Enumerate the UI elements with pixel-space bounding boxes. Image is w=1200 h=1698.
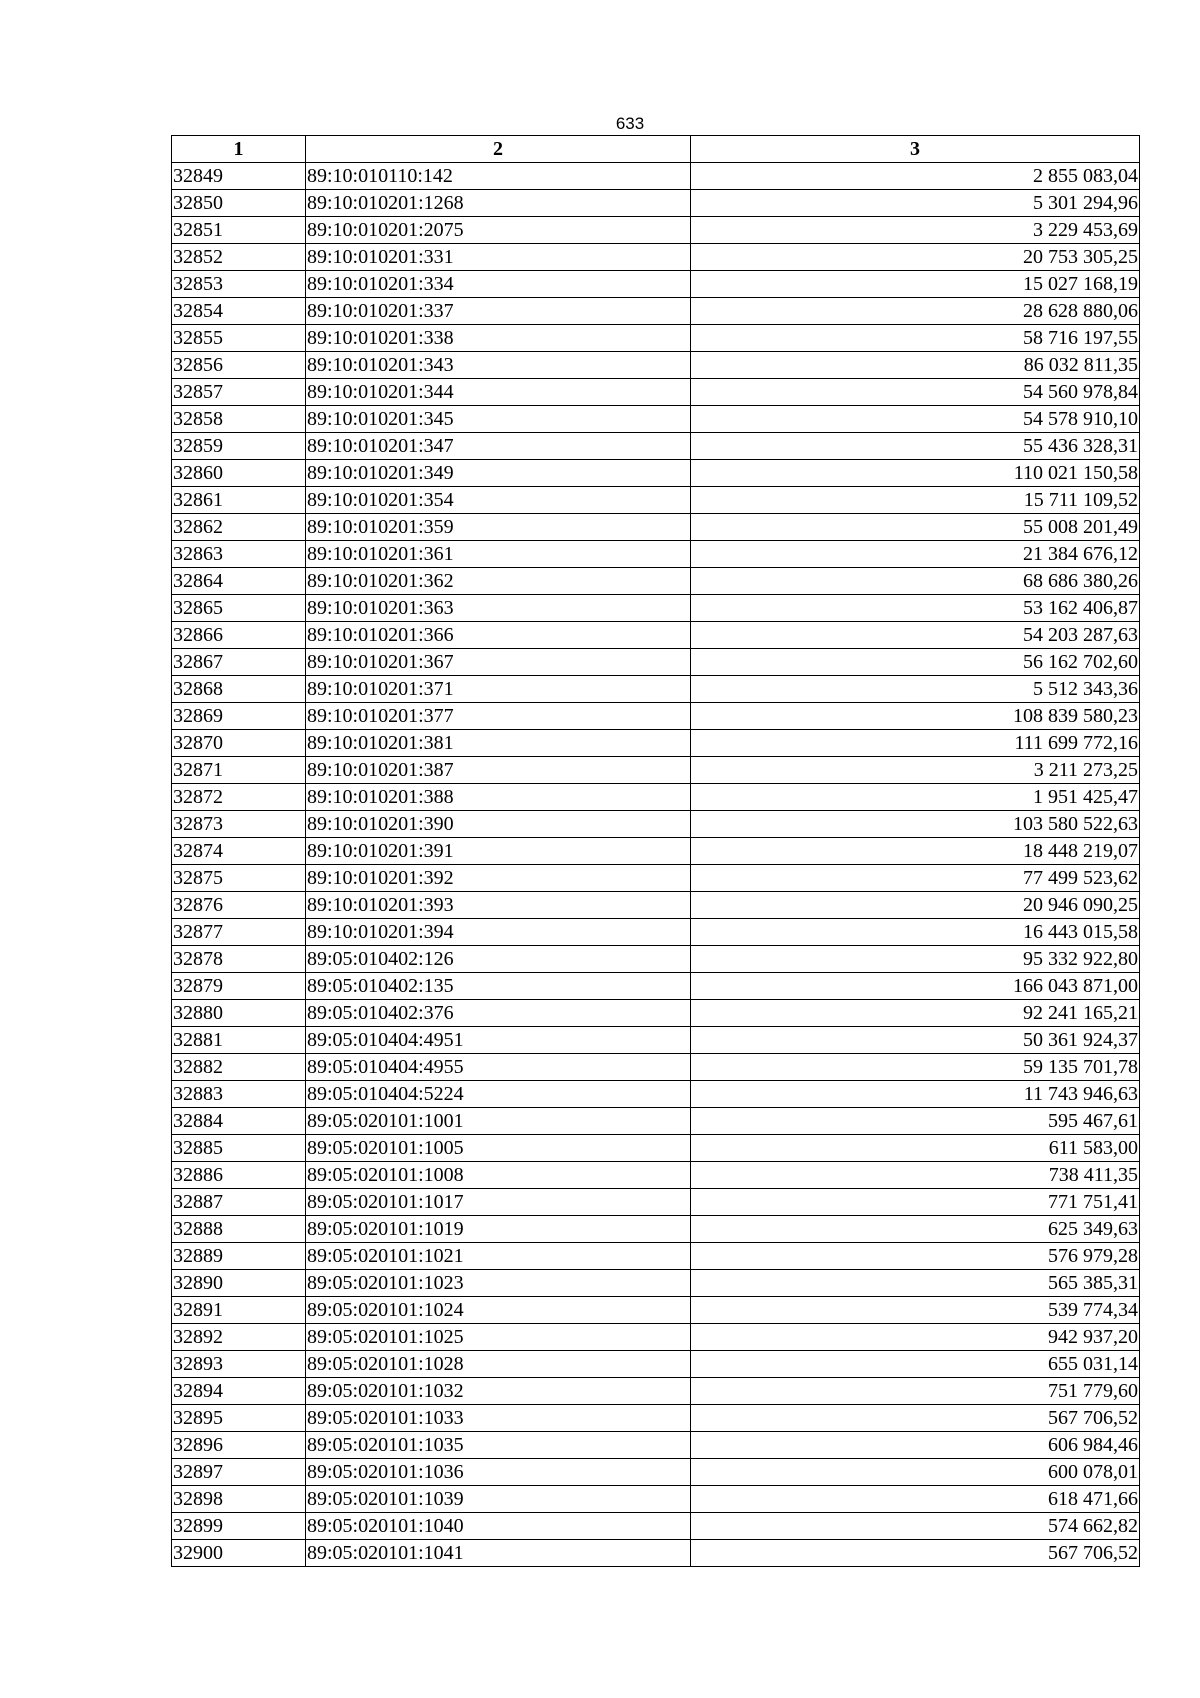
table-row <box>172 757 1140 784</box>
cadastral-number-cell: 89:10:010201:387 <box>306 757 691 784</box>
row-number-cell: 32891 <box>172 1297 306 1324</box>
value-cell: 5 512 343,36 <box>691 676 1140 703</box>
cadastral-number-cell: 89:05:010404:4955 <box>306 1054 691 1081</box>
cadastral-number-cell: 89:05:010402:126 <box>306 946 691 973</box>
value-cell: 565 385,31 <box>691 1270 1140 1297</box>
cadastral-number-cell: 89:10:010201:361 <box>306 541 691 568</box>
row-number-cell: 32853 <box>172 271 306 298</box>
table-row <box>172 1081 1140 1108</box>
value-cell: 108 839 580,23 <box>691 703 1140 730</box>
table-row <box>172 1459 1140 1486</box>
value-cell: 50 361 924,37 <box>691 1027 1140 1054</box>
cadastral-number-cell: 89:10:010201:363 <box>306 595 691 622</box>
table-row <box>172 487 1140 514</box>
table-row <box>172 298 1140 325</box>
table-row <box>172 406 1140 433</box>
cadastral-number-cell: 89:10:010201:390 <box>306 811 691 838</box>
table-row <box>172 1297 1140 1324</box>
row-number-cell: 32877 <box>172 919 306 946</box>
cadastral-number-cell: 89:10:010201:343 <box>306 352 691 379</box>
table-row <box>172 1324 1140 1351</box>
row-number-cell: 32872 <box>172 784 306 811</box>
row-number-cell: 32858 <box>172 406 306 433</box>
cadastral-number-cell: 89:05:020101:1032 <box>306 1378 691 1405</box>
row-number-cell: 32849 <box>172 163 306 190</box>
cadastral-number-cell: 89:05:020101:1028 <box>306 1351 691 1378</box>
table-row <box>172 568 1140 595</box>
cadastral-number-cell: 89:05:020101:1024 <box>306 1297 691 1324</box>
value-cell: 600 078,01 <box>691 1459 1140 1486</box>
cadastral-number-cell: 89:10:010201:347 <box>306 433 691 460</box>
table-row <box>172 1405 1140 1432</box>
cadastral-number-cell: 89:05:020101:1035 <box>306 1432 691 1459</box>
value-cell: 15 711 109,52 <box>691 487 1140 514</box>
header-row <box>172 136 1140 163</box>
column-header-2: 2 <box>306 136 691 163</box>
cadastral-number-cell: 89:05:020101:1017 <box>306 1189 691 1216</box>
table-row <box>172 1243 1140 1270</box>
cadastral-number-cell: 89:05:020101:1041 <box>306 1540 691 1567</box>
row-number-cell: 32892 <box>172 1324 306 1351</box>
cadastral-number-cell: 89:10:010110:142 <box>306 163 691 190</box>
value-cell: 54 578 910,10 <box>691 406 1140 433</box>
row-number-cell: 32890 <box>172 1270 306 1297</box>
value-cell: 576 979,28 <box>691 1243 1140 1270</box>
table-row <box>172 271 1140 298</box>
column-header-3: 3 <box>691 136 1140 163</box>
table-row <box>172 217 1140 244</box>
table-row <box>172 1054 1140 1081</box>
row-number-cell: 32856 <box>172 352 306 379</box>
table-row <box>172 1108 1140 1135</box>
table-row <box>172 1270 1140 1297</box>
row-number-cell: 32876 <box>172 892 306 919</box>
cadastral-number-cell: 89:05:010404:5224 <box>306 1081 691 1108</box>
row-number-cell: 32871 <box>172 757 306 784</box>
row-number-cell: 32874 <box>172 838 306 865</box>
row-number-cell: 32864 <box>172 568 306 595</box>
value-cell: 567 706,52 <box>691 1540 1140 1567</box>
row-number-cell: 32898 <box>172 1486 306 1513</box>
table-row <box>172 919 1140 946</box>
cadastral-number-cell: 89:05:010402:376 <box>306 1000 691 1027</box>
table-row <box>172 730 1140 757</box>
value-cell: 53 162 406,87 <box>691 595 1140 622</box>
row-number-cell: 32880 <box>172 1000 306 1027</box>
table-row <box>172 973 1140 1000</box>
table-row <box>172 541 1140 568</box>
table-row <box>172 1189 1140 1216</box>
cadastral-number-cell: 89:10:010201:354 <box>306 487 691 514</box>
table-body <box>172 163 1140 1567</box>
row-number-cell: 32896 <box>172 1432 306 1459</box>
cadastral-number-cell: 89:10:010201:394 <box>306 919 691 946</box>
cadastral-number-cell: 89:10:010201:388 <box>306 784 691 811</box>
cadastral-number-cell: 89:10:010201:2075 <box>306 217 691 244</box>
row-number-cell: 32867 <box>172 649 306 676</box>
table-row <box>172 946 1140 973</box>
table-row <box>172 1351 1140 1378</box>
cadastral-number-cell: 89:05:020101:1001 <box>306 1108 691 1135</box>
table-row <box>172 1135 1140 1162</box>
value-cell: 58 716 197,55 <box>691 325 1140 352</box>
cadastral-number-cell: 89:10:010201:334 <box>306 271 691 298</box>
cadastral-number-cell: 89:10:010201:345 <box>306 406 691 433</box>
cadastral-number-cell: 89:05:010404:4951 <box>306 1027 691 1054</box>
value-cell: 92 241 165,21 <box>691 1000 1140 1027</box>
value-cell: 595 467,61 <box>691 1108 1140 1135</box>
cadastral-number-cell: 89:05:020101:1021 <box>306 1243 691 1270</box>
table-row <box>172 379 1140 406</box>
value-cell: 3 211 273,25 <box>691 757 1140 784</box>
table-row <box>172 1162 1140 1189</box>
table-row <box>172 163 1140 190</box>
table-row <box>172 352 1140 379</box>
row-number-cell: 32885 <box>172 1135 306 1162</box>
row-number-cell: 32889 <box>172 1243 306 1270</box>
row-number-cell: 32855 <box>172 325 306 352</box>
cadastral-number-cell: 89:05:010402:135 <box>306 973 691 1000</box>
table-row <box>172 325 1140 352</box>
value-cell: 59 135 701,78 <box>691 1054 1140 1081</box>
row-number-cell: 32887 <box>172 1189 306 1216</box>
table-row <box>172 1540 1140 1567</box>
row-number-cell: 32865 <box>172 595 306 622</box>
value-cell: 5 301 294,96 <box>691 190 1140 217</box>
cadastral-number-cell: 89:10:010201:359 <box>306 514 691 541</box>
table-row <box>172 703 1140 730</box>
row-number-cell: 32861 <box>172 487 306 514</box>
row-number-cell: 32866 <box>172 622 306 649</box>
row-number-cell: 32857 <box>172 379 306 406</box>
cadastral-number-cell: 89:10:010201:331 <box>306 244 691 271</box>
row-number-cell: 32883 <box>172 1081 306 1108</box>
table-row <box>172 1486 1140 1513</box>
cadastral-number-cell: 89:10:010201:367 <box>306 649 691 676</box>
row-number-cell: 32875 <box>172 865 306 892</box>
value-cell: 77 499 523,62 <box>691 865 1140 892</box>
row-number-cell: 32863 <box>172 541 306 568</box>
row-number-cell: 32879 <box>172 973 306 1000</box>
value-cell: 54 560 978,84 <box>691 379 1140 406</box>
row-number-cell: 32869 <box>172 703 306 730</box>
value-cell: 618 471,66 <box>691 1486 1140 1513</box>
cadastral-number-cell: 89:10:010201:344 <box>306 379 691 406</box>
row-number-cell: 32878 <box>172 946 306 973</box>
table-row <box>172 1432 1140 1459</box>
cadastral-number-cell: 89:10:010201:381 <box>306 730 691 757</box>
value-cell: 2 855 083,04 <box>691 163 1140 190</box>
table-row <box>172 676 1140 703</box>
row-number-cell: 32893 <box>172 1351 306 1378</box>
value-cell: 20 946 090,25 <box>691 892 1140 919</box>
cadastral-number-cell: 89:05:020101:1019 <box>306 1216 691 1243</box>
row-number-cell: 32851 <box>172 217 306 244</box>
value-cell: 1 951 425,47 <box>691 784 1140 811</box>
value-cell: 738 411,35 <box>691 1162 1140 1189</box>
row-number-cell: 32862 <box>172 514 306 541</box>
value-cell: 103 580 522,63 <box>691 811 1140 838</box>
cadastral-number-cell: 89:10:010201:392 <box>306 865 691 892</box>
cadastral-number-cell: 89:10:010201:377 <box>306 703 691 730</box>
table-row <box>172 892 1140 919</box>
table-row <box>172 811 1140 838</box>
row-number-cell: 32894 <box>172 1378 306 1405</box>
row-number-cell: 32868 <box>172 676 306 703</box>
value-cell: 751 779,60 <box>691 1378 1140 1405</box>
table-row <box>172 1513 1140 1540</box>
cadastral-number-cell: 89:10:010201:371 <box>306 676 691 703</box>
row-number-cell: 32897 <box>172 1459 306 1486</box>
row-number-cell: 32870 <box>172 730 306 757</box>
table-row <box>172 595 1140 622</box>
value-cell: 611 583,00 <box>691 1135 1140 1162</box>
value-cell: 68 686 380,26 <box>691 568 1140 595</box>
value-cell: 54 203 287,63 <box>691 622 1140 649</box>
table-header <box>172 136 1140 163</box>
row-number-cell: 32881 <box>172 1027 306 1054</box>
cadastral-number-cell: 89:10:010201:338 <box>306 325 691 352</box>
value-cell: 55 008 201,49 <box>691 514 1140 541</box>
value-cell: 574 662,82 <box>691 1513 1140 1540</box>
value-cell: 539 774,34 <box>691 1297 1140 1324</box>
table-row <box>172 1027 1140 1054</box>
row-number-cell: 32895 <box>172 1405 306 1432</box>
cadastral-number-cell: 89:05:020101:1036 <box>306 1459 691 1486</box>
value-cell: 20 753 305,25 <box>691 244 1140 271</box>
value-cell: 95 332 922,80 <box>691 946 1140 973</box>
table-row <box>172 1378 1140 1405</box>
value-cell: 18 448 219,07 <box>691 838 1140 865</box>
cadastral-number-cell: 89:05:020101:1023 <box>306 1270 691 1297</box>
column-header-1: 1 <box>172 136 306 163</box>
value-cell: 110 021 150,58 <box>691 460 1140 487</box>
row-number-cell: 32882 <box>172 1054 306 1081</box>
value-cell: 11 743 946,63 <box>691 1081 1140 1108</box>
data-table <box>171 135 1140 1567</box>
cadastral-number-cell: 89:05:020101:1033 <box>306 1405 691 1432</box>
table-row <box>172 433 1140 460</box>
cadastral-number-cell: 89:05:020101:1025 <box>306 1324 691 1351</box>
cadastral-number-cell: 89:05:020101:1040 <box>306 1513 691 1540</box>
value-cell: 86 032 811,35 <box>691 352 1140 379</box>
row-number-cell: 32859 <box>172 433 306 460</box>
value-cell: 625 349,63 <box>691 1216 1140 1243</box>
cadastral-number-cell: 89:05:020101:1039 <box>306 1486 691 1513</box>
table-row <box>172 1000 1140 1027</box>
value-cell: 567 706,52 <box>691 1405 1140 1432</box>
table-row <box>172 190 1140 217</box>
table-row <box>172 622 1140 649</box>
table-row <box>172 865 1140 892</box>
value-cell: 55 436 328,31 <box>691 433 1140 460</box>
value-cell: 606 984,46 <box>691 1432 1140 1459</box>
value-cell: 28 628 880,06 <box>691 298 1140 325</box>
value-cell: 166 043 871,00 <box>691 973 1140 1000</box>
value-cell: 655 031,14 <box>691 1351 1140 1378</box>
row-number-cell: 32884 <box>172 1108 306 1135</box>
cadastral-number-cell: 89:10:010201:366 <box>306 622 691 649</box>
cadastral-number-cell: 89:10:010201:393 <box>306 892 691 919</box>
cadastral-number-cell: 89:10:010201:337 <box>306 298 691 325</box>
table-row <box>172 1216 1140 1243</box>
value-cell: 3 229 453,69 <box>691 217 1140 244</box>
row-number-cell: 32900 <box>172 1540 306 1567</box>
value-cell: 21 384 676,12 <box>691 541 1140 568</box>
row-number-cell: 32854 <box>172 298 306 325</box>
cadastral-number-cell: 89:10:010201:391 <box>306 838 691 865</box>
value-cell: 56 162 702,60 <box>691 649 1140 676</box>
value-cell: 771 751,41 <box>691 1189 1140 1216</box>
value-cell: 15 027 168,19 <box>691 271 1140 298</box>
value-cell: 111 699 772,16 <box>691 730 1140 757</box>
cadastral-number-cell: 89:05:020101:1008 <box>306 1162 691 1189</box>
row-number-cell: 32886 <box>172 1162 306 1189</box>
cadastral-number-cell: 89:10:010201:362 <box>306 568 691 595</box>
table-row <box>172 460 1140 487</box>
row-number-cell: 32852 <box>172 244 306 271</box>
table-row <box>172 784 1140 811</box>
row-number-cell: 32873 <box>172 811 306 838</box>
row-number-cell: 32888 <box>172 1216 306 1243</box>
table-row <box>172 838 1140 865</box>
cadastral-number-cell: 89:10:010201:1268 <box>306 190 691 217</box>
table-row <box>172 514 1140 541</box>
value-cell: 942 937,20 <box>691 1324 1140 1351</box>
page-number: 633 <box>615 114 645 133</box>
row-number-cell: 32860 <box>172 460 306 487</box>
table-row <box>172 244 1140 271</box>
table-row <box>172 649 1140 676</box>
cadastral-number-cell: 89:10:010201:349 <box>306 460 691 487</box>
row-number-cell: 32899 <box>172 1513 306 1540</box>
value-cell: 16 443 015,58 <box>691 919 1140 946</box>
row-number-cell: 32850 <box>172 190 306 217</box>
cadastral-number-cell: 89:05:020101:1005 <box>306 1135 691 1162</box>
